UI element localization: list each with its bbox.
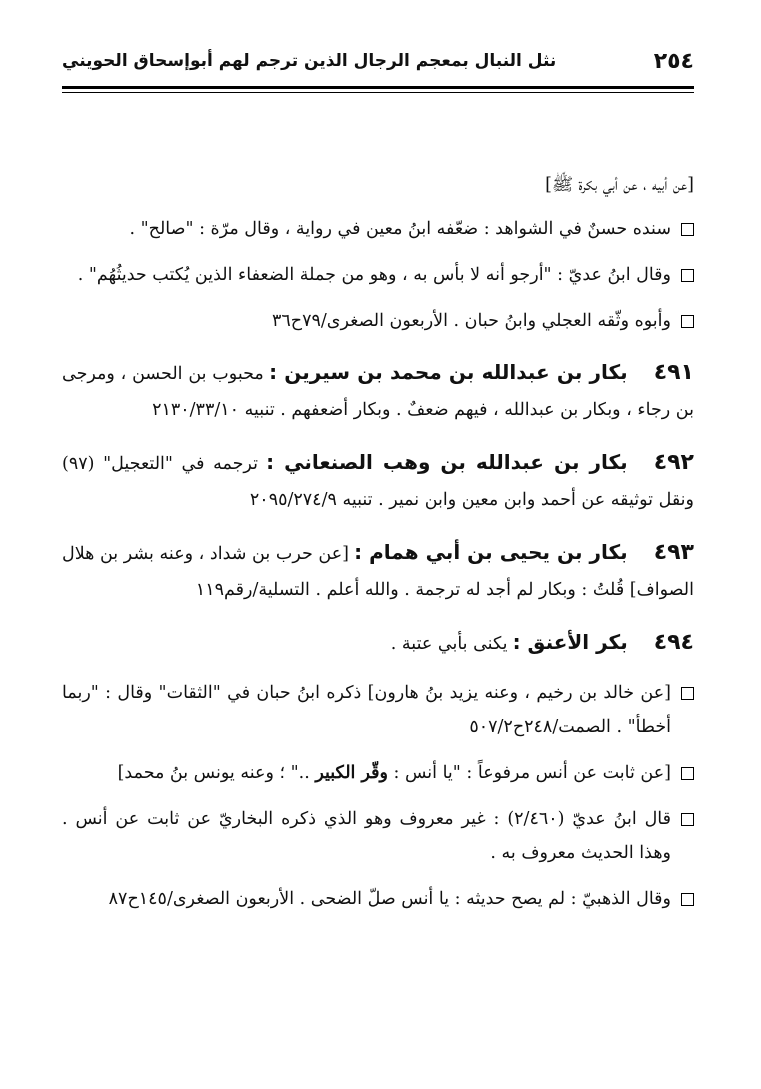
- entry-493: [62, 534, 694, 608]
- entry-491: [62, 354, 694, 428]
- checkbox-square-icon: [681, 687, 694, 700]
- checkbox-square-icon: [681, 767, 694, 780]
- bullet-text-part: قال ابنُ عديّ (٢/٤٦٠) : غير معروف وهو الذي ذكره البخاريّ عن ثابت عن أنس . وهذا الحديث معروف به .: [62, 809, 671, 863]
- entry-body: يكنى بأبي عتبة .: [390, 634, 508, 654]
- entry-name: بكار بن عبدالله بن محمد بن سيرين :: [269, 360, 628, 384]
- entry-494: [62, 624, 694, 662]
- bullet-text: [62, 882, 671, 916]
- page-header: [62, 46, 694, 76]
- checkbox-square-icon: [681, 315, 694, 328]
- bullet-text: سنده حسنٌ في الشواهد : ضعّفه ابنُ معين في رواية ، وقال مرّة : "صالح" .: [129, 219, 671, 239]
- bullet-text: وقال ابنُ عديّ : "أرجو أنه لا بأس به ، وهو من جملة الضعفاء الذين يُكتب حديثُهُم" .: [77, 265, 671, 285]
- entry-name: بكار بن عبدالله بن وهب الصنعاني :: [266, 450, 628, 474]
- bullet-item: [62, 304, 694, 338]
- bullet-text: وأبوه وثّقه العجلي وابنُ حبان . الأربعون الصغرى/٧٩ح٣٦: [271, 311, 671, 331]
- entry-name: بكر الأعنق :: [512, 630, 628, 654]
- bullet-text: [62, 756, 671, 790]
- header-rule-thin: [62, 92, 694, 93]
- bullet-text-part: [عن ثابت عن أنس مرفوعاً : "يا أنس :: [387, 763, 671, 783]
- entry-number: ٤٩٢: [653, 450, 694, 475]
- intro-line: [عن أبيه ، عن أبي بكرة ﷺ]: [545, 175, 694, 195]
- page-body: [62, 168, 694, 928]
- checkbox-square-icon: [681, 893, 694, 906]
- entry-body: [عن حرب بن شداد ، وعنه بشر بن هلال الصواف] قُلتُ : وبكار لم أجد له ترجمة . والله أعلم . التسلية/رقم١١٩: [62, 544, 694, 600]
- bullet-item: [62, 802, 694, 870]
- bullet-text-bold: وقّر الكبير: [315, 763, 388, 783]
- bullet-item: [62, 756, 694, 790]
- bullet-text-part: .." ؛ وعنه يونس بنُ محمد]: [117, 763, 316, 783]
- bullet-item: [62, 258, 694, 292]
- entry-number: ٤٩٣: [653, 540, 694, 565]
- checkbox-square-icon: [681, 269, 694, 282]
- checkbox-square-icon: [681, 813, 694, 826]
- bullet-text-part: [عن خالد بن رخيم ، وعنه يزيد بنُ هارون] ذكره ابنُ حبان في "الثقات" وقال : "ربما أخطأ" . الصمت/٢٤٨ح٥٠٧/٢: [62, 683, 671, 737]
- bullet-text-part: وقال الذهبيّ : لم يصح حديثه : يا أنس صلّ الضحى . الأربعون الصغرى/١٤٥ح٨٧: [108, 889, 671, 909]
- bullet-item: [62, 676, 694, 744]
- entry-name: بكار بن يحيى بن أبي همام :: [354, 540, 628, 564]
- running-title: نثل النبال بمعجم الرجال الذين ترجم لهم أبوإسحاق الحويني: [62, 51, 557, 71]
- bullet-text: [62, 676, 671, 744]
- entry-body: ترجمه في "التعجيل" (٩٧) ونقل توثيقه عن أحمد وابن معين وابن نمير . تنبيه ٢٠٩٥/٢٧٤/٩: [62, 454, 694, 510]
- entry-number: ٤٩١: [653, 360, 694, 385]
- entry-body: محبوب بن الحسن ، ومرجى بن رجاء ، وبكار بن عبدالله ، فيهم ضعفٌ . وبكار أضعفهم . تنبيه ٢١٣٠/٣٣/١٠: [62, 364, 694, 420]
- bullet-item: [62, 212, 694, 246]
- bullet-item: [62, 882, 694, 916]
- header-rule-thick: [62, 86, 694, 89]
- checkbox-square-icon: [681, 223, 694, 236]
- entry-492: [62, 444, 694, 518]
- page-number: ٢٥٤: [653, 48, 694, 74]
- entry-number: ٤٩٤: [653, 630, 694, 655]
- bullet-text: [62, 802, 671, 870]
